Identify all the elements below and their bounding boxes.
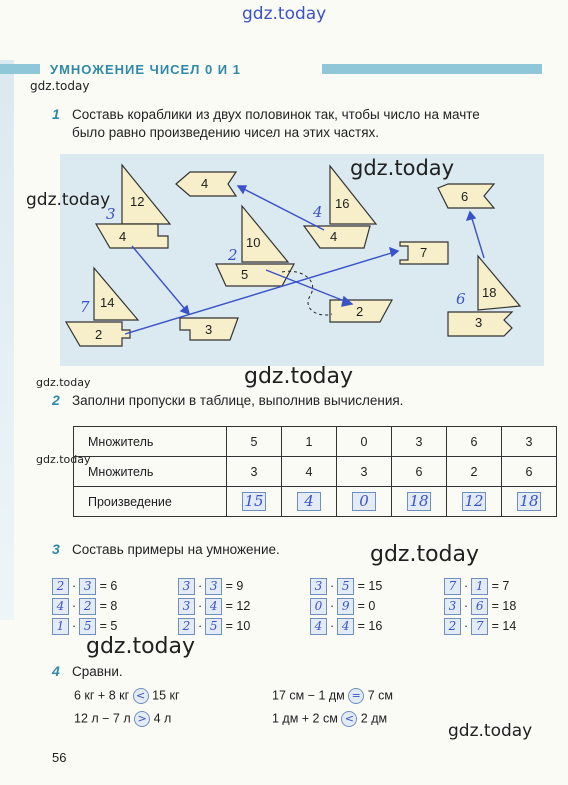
result: 14 [502,618,517,633]
answer-box[interactable]: 3 [178,598,195,615]
task-text: Составь кораблики из двух половинок так, чтобы число на мачте [72,107,480,122]
table-cell: 3 [227,457,282,487]
multiplication-table [73,426,557,517]
answer-circle[interactable]: > [134,711,150,727]
answer-circle[interactable]: < [341,711,357,727]
answer-circle[interactable]: < [133,688,149,704]
answer-box[interactable]: 12 [462,492,486,511]
page-number: 56 [52,750,67,765]
section-heading: УМНОЖЕНИЕ ЧИСЕЛ 0 И 1 [50,62,241,77]
example: 3 · 3 = 9 [178,578,243,595]
watermark: gdz.today [370,542,480,567]
loose-hull-number: 4 [201,176,209,191]
table-cell: 6 [447,427,502,457]
answer-box[interactable]: 5 [79,618,96,635]
sail-number: 14 [100,295,115,310]
sail-shape [94,268,138,320]
table-cell: 2 [447,457,502,487]
answer-box[interactable]: 2 [444,618,461,635]
answer-box[interactable]: 4 [297,492,321,511]
watermark: gdz.today [448,721,533,741]
task-text: Составь примеры на умножение. [72,542,280,557]
example: 7 · 1 = 7 [444,578,509,595]
answer-box[interactable]: 18 [517,492,541,511]
table-cell: 6 [392,457,447,487]
example: 1 · 5 = 5 [52,618,117,635]
example: 2 · 5 = 10 [178,618,250,635]
sail-number: 18 [482,285,497,300]
watermark: gdz.today [242,4,327,24]
result: 9 [236,578,244,593]
watermark: gdz.today [26,190,111,210]
answer-box[interactable]: 3 [444,598,461,615]
example: 0 · 9 = 0 [310,598,375,615]
example: 2 · 3 = 6 [52,578,117,595]
loose-hull-number: 6 [461,189,469,204]
example: 3 · 5 = 15 [310,578,382,595]
watermark: gdz.today [30,79,90,93]
task-number: 2 [52,392,60,408]
answer-box[interactable]: 3 [79,578,96,595]
loose-hull-number: 3 [205,322,213,337]
comparison: 1 дм + 2 см < 2 дм [272,711,388,726]
handwritten-number: 2 [228,246,238,264]
loose-hull-number: 2 [356,304,364,319]
table-row [74,457,557,487]
table-cell: 4 [282,457,337,487]
hull-number: 3 [475,315,483,330]
table-cell: 5 [227,427,282,457]
result: 12 [236,598,251,613]
sail-shape [242,206,288,262]
task-text: Сравни. [72,664,123,679]
answer-box[interactable]: 7 [444,578,461,595]
task-text: было равно произведению чисел на этих частях. [72,125,379,140]
answer-box[interactable]: 5 [205,618,222,635]
answer-box[interactable]: 2 [52,578,69,595]
answer-box[interactable]: 18 [407,492,431,511]
answer-box[interactable]: 15 [242,492,266,511]
table-row [74,487,557,517]
table-cell: 3 [337,457,392,487]
row-label: Множитель [74,427,227,457]
answer-box[interactable]: 4 [205,598,222,615]
hull-shape [216,264,294,286]
result: 15 [368,578,383,593]
comparison: 6 кг + 8 кг < 15 кг [74,688,180,703]
task-number: 3 [52,541,60,557]
hull-shape [96,224,168,248]
example: 4 · 4 = 16 [310,618,382,635]
sail-shape [478,256,520,310]
task-number: 4 [52,663,60,679]
answer-box[interactable]: 1 [52,618,69,635]
answer-box[interactable]: 2 [178,618,195,635]
handwritten-number: 6 [456,290,466,308]
answer-box[interactable]: 7 [471,618,488,635]
task-number: 1 [52,106,60,122]
hull-number: 5 [241,267,249,282]
answer-box[interactable]: 3 [178,578,195,595]
answer-box[interactable]: 4 [310,618,327,635]
watermark: gdz.today [36,376,91,389]
answer-box[interactable]: 9 [337,598,354,615]
hull-number: 2 [95,327,103,342]
watermark: gdz.today [244,364,354,389]
table-cell: 0 [337,427,392,457]
task-text: Заполни пропуски в таблице, выполнив вычисления. [72,393,404,408]
result: 16 [368,618,383,633]
row-label: Множитель [74,457,227,487]
loose-hull-number: 7 [420,245,428,260]
example: 2 · 7 = 14 [444,618,516,635]
table-cell: 6 [502,457,557,487]
watermark: gdz.today [350,156,455,180]
answer-circle[interactable]: = [348,688,364,704]
sail-number: 16 [335,196,350,211]
example: 4 · 2 = 8 [52,598,117,615]
example: 3 · 6 = 18 [444,598,516,615]
row-label: Произведение [74,487,227,517]
table-row [74,427,557,457]
watermark: gdz.today [86,634,196,659]
handwritten-number: 7 [80,298,90,316]
sail-number: 10 [246,235,261,250]
watermark: gdz.today [36,453,91,466]
sail-number: 12 [130,194,145,209]
result: 0 [368,598,376,613]
answer-box[interactable]: 4 [337,618,354,635]
comparison: 17 см − 1 дм = 7 см [272,688,394,703]
handwritten-number: 4 [313,203,323,221]
answer-box[interactable]: 4 [52,598,69,615]
handwritten-number: 3 [106,205,116,223]
hull-number: 4 [119,229,127,244]
table-cell: 1 [282,427,337,457]
answer-box[interactable]: 2 [79,598,96,615]
answer-box[interactable]: 3 [310,578,327,595]
result: 8 [110,598,118,613]
result: 10 [236,618,251,633]
table-cell: 3 [392,427,447,457]
answer-box[interactable]: 3 [205,578,222,595]
answer-box[interactable]: 1 [471,578,488,595]
comparison: 12 л − 7 л > 4 л [74,711,172,726]
table-cell: 3 [502,427,557,457]
result: 7 [502,578,510,593]
answer-box[interactable]: 0 [352,492,376,511]
answer-box[interactable]: 0 [310,598,327,615]
result: 6 [110,578,118,593]
result: 5 [110,618,118,633]
example: 3 · 4 = 12 [178,598,250,615]
hull-number: 4 [330,229,338,244]
answer-box[interactable]: 5 [337,578,354,595]
answer-box[interactable]: 6 [471,598,488,615]
result: 18 [502,598,517,613]
